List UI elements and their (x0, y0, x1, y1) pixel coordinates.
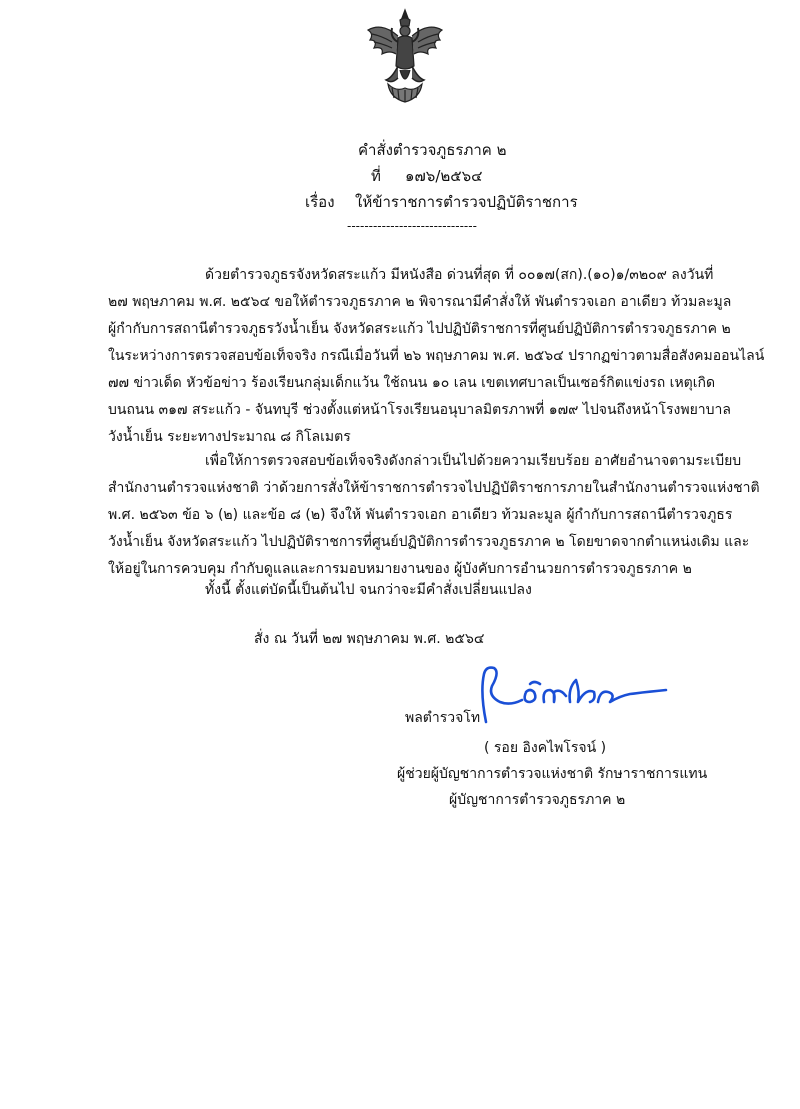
paragraph-line: สำนักงานตำรวจแห่งชาติ ว่าด้วยการสั่งให้ข้าราชการตำรวจไปปฏิบัติราชการภายในสำนักงานตำรวจแห่งชาติ (108, 480, 760, 496)
paragraph-line: เพื่อให้การตรวจสอบข้อเท็จจริงดังกล่าวเป็นไปด้วยความเรียบร้อย อาศัยอำนาจตามระเบียบ (205, 453, 742, 469)
signer-rank: พลตำรวจโท (405, 710, 481, 726)
order-number: ๑๗๖/๒๕๖๔ (405, 167, 483, 185)
paragraph-2 (108, 448, 760, 583)
paragraph-line: บนถนน ๓๑๗ สระแก้ว - จันทบุรี ช่วงตั้งแต่หน้าโรงเรียนอนุบาลมิตรภาพที่ ๑๗๙ ไปจนถึงหน้าโรงพยาบาล (108, 402, 731, 418)
paragraph-line: วังน้ำเย็น ระยะทางประมาณ ๘ กิโลเมตร (108, 429, 351, 445)
paragraph-3 (108, 577, 712, 604)
paragraph-line: พ.ศ. ๒๕๖๓ ข้อ ๖ (๒) และข้อ ๘ (๒) จึงให้ พันตำรวจเอก อาเดียว ท้วมละมูล ผู้กำกับการสถานีตำรวจภูธร (108, 507, 733, 523)
garuda-emblem-icon (362, 8, 448, 108)
paragraph-line: ในระหว่างการตรวจสอบข้อเท็จจริง กรณีเมื่อวันที่ ๒๖ พฤษภาคม พ.ศ. ๒๕๖๔ ปรากฏข่าวตามสื่อสังคมออนไลน์ (108, 348, 765, 364)
paragraph-line: ๗๗ ข่าวเด็ด หัวข้อข่าว ร้องเรียนกลุ่มเด็กแว้น ใช้ถนน ๑๐ เลน เขตเทศบาลเป็นเซอร์กิตแข่งรถ เหตุเกิด (108, 375, 716, 391)
paragraph-line: วังน้ำเย็น จังหวัดสระแก้ว ไปปฏิบัติราชการที่ศูนย์ปฏิบัติการตำรวจภูธรภาค ๒ โดยขาดจากตำแหน่งเดิม และ (108, 534, 750, 550)
subject: ให้ข้าราชการตำรวจปฏิบัติราชการ (355, 193, 578, 211)
header-separator: ------------------------------ (347, 219, 477, 233)
subject-label: เรื่อง (305, 193, 335, 211)
paragraph-1 (108, 262, 765, 451)
paragraph-line: ผู้กำกับการสถานีตำรวจภูธรวังน้ำเย็น จังหวัดสระแก้ว ไปปฏิบัติราชการที่ศูนย์ปฏิบัติการตำรวจภูธรภาค ๒ (108, 321, 731, 337)
order-date: สั่ง ณ วันที่ ๒๗ พฤษภาคม พ.ศ. ๒๕๖๔ (254, 631, 485, 647)
handwritten-signature (470, 662, 680, 732)
order-number-label: ที่ (371, 167, 381, 185)
paragraph-line: ด้วยตำรวจภูธรจังหวัดสระแก้ว มีหนังสือ ด่วนที่สุด ที่ ๐๐๑๗(สก).(๑๐)๑/๓๒๐๙ ลงวันที่ (205, 267, 714, 283)
paragraph-line: ทั้งนี้ ตั้งแต่บัดนี้เป็นต้นไป จนกว่าจะมีคำสั่งเปลี่ยนแปลง (205, 582, 532, 598)
order-title: คำสั่งตำรวจภูธรภาค ๒ (358, 141, 507, 159)
signer-position-acting: ผู้บัญชาการตำรวจภูธรภาค ๒ (449, 792, 626, 808)
paragraph-line: ให้อยู่ในการควบคุม กำกับดูแลและการมอบหมายงานของ ผู้บังคับการอำนวยการตำรวจภูธรภาค ๒ (108, 561, 692, 577)
paragraph-line: ๒๗ พฤษภาคม พ.ศ. ๒๕๖๔ ขอให้ตำรวจภูธรภาค ๒ พิจารณามีคำสั่งให้ พันตำรวจเอก อาเดียว ท้วมละมูล (108, 294, 732, 310)
signer-position: ผู้ช่วยผู้บัญชาการตำรวจแห่งชาติ รักษาราชการแทน (397, 766, 708, 782)
signer-name: ( รอย อิงคไพโรจน์ ) (484, 740, 607, 756)
